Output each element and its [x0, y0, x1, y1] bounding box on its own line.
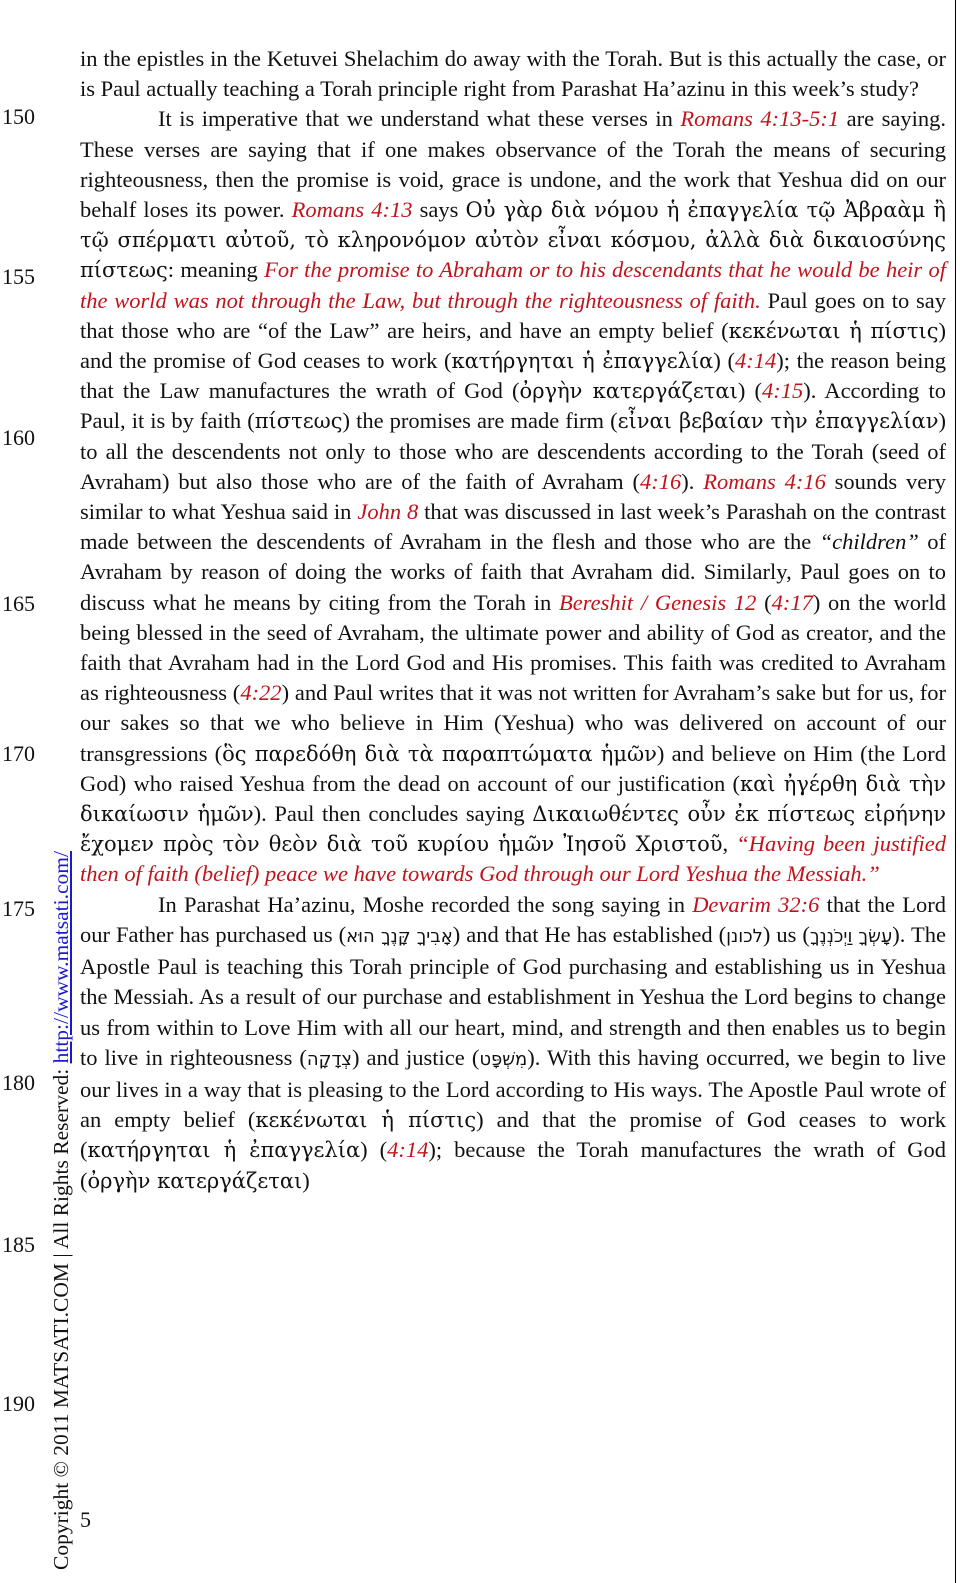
text-run: ) and that the promise of God ceases to work (: [80, 1107, 947, 1163]
text-run: ) and Paul writes that it was not written for Avraham’s sake but for us, for our sakes so that we who believe in Him (Yeshua) who was delivered on account of our transgressions (: [80, 680, 946, 766]
scripture-reference: Devarim 32:6: [692, 891, 820, 917]
text-run: Paul goes on to say that those who are “of the Law” are heirs, and have an empty belief (: [80, 287, 946, 343]
page-border-right: [955, 0, 956, 1583]
line-number: 155: [2, 264, 35, 289]
paragraph-3: [80, 890, 946, 1196]
paragraph-1: [80, 44, 946, 104]
scripture-reference: 4:22: [240, 680, 282, 706]
line-number: 185: [2, 1232, 35, 1257]
scripture-reference: Romans 4:16: [703, 468, 826, 494]
text-run: ) and the promise of God ceases to work (: [80, 317, 946, 374]
text-run: says: [412, 197, 466, 223]
text-run: ) (: [737, 378, 763, 404]
body-text: [80, 44, 946, 1196]
copyright-link[interactable]: http://www.matsati.com/: [49, 851, 73, 1064]
copyright-text: Copyright © 2011 MATSATI.COM | All Rights Reserved:: [49, 1063, 73, 1570]
scripture-reference: 4:17: [771, 589, 813, 615]
greek-text: κατήργηται ἡ ἐπαγγελία: [87, 1138, 361, 1163]
line-number: 190: [2, 1391, 35, 1416]
text-run: that was discussed in last week’s Parashah on the contrast made between the descendents of Avraham in the flesh and those who are the: [80, 499, 946, 555]
scripture-quote: For the promise to Abraham or to his descendants that he would be heir of the world was not through the Law, but through the righteousness of faith.: [80, 257, 946, 313]
text-run: ) (: [713, 348, 735, 374]
text-run: : meaning: [167, 257, 265, 283]
page-number: 5: [80, 1507, 91, 1532]
greek-text: κεκένωται ἡ πίστις: [728, 318, 939, 343]
scripture-quote: “Having been justified then of faith (belief) peace we have towards God through our Lord Yeshua the Messiah.”: [80, 831, 946, 887]
text-run: ) (: [360, 1137, 388, 1163]
greek-text: ὀργὴν κατεργάζεται: [87, 1168, 303, 1193]
scripture-reference: 4:14: [734, 348, 777, 374]
scripture-reference: 4:15: [762, 378, 804, 404]
hebrew-text: עָשְׂךָ וַיְכֹנְנֶךָ: [809, 925, 893, 947]
hebrew-text: אָבִיךָ קָּנֶךָ הוּא: [346, 925, 453, 947]
scripture-reference: 4:14: [387, 1137, 429, 1163]
scripture-reference: Romans 4:13-5:1: [680, 106, 840, 132]
text-run: ); the reason being that the Law manufactures the wrath of God (: [80, 348, 946, 404]
scripture-reference: Romans 4:13: [291, 197, 413, 223]
scripture-reference: Bereshit / Genesis 12: [559, 589, 757, 615]
paragraph-2: [80, 104, 946, 889]
text-run: ) on the world being blessed in the seed of Avraham, the ultimate power and ability of God as creator, and the faith that Avraham had in the Lord God and His promises. This faith was credited to Avraham as righteousness (: [80, 589, 946, 706]
greek-text: πίστεως: [254, 409, 343, 434]
text-run: ).: [681, 468, 704, 494]
line-number: 150: [2, 104, 35, 129]
text-run: ). Paul then concludes saying: [253, 801, 533, 827]
greek-text: εἶναι βεβαίαν τὴν ἐπαγγελίαν: [617, 409, 939, 434]
text-run: that the Lord our Father has purchased us (: [80, 891, 946, 947]
hebrew-text: צְדָקָה: [306, 1048, 352, 1070]
scripture-reference: 4:16: [640, 468, 682, 494]
greek-text: Δικαιωθέντες οὖν ἐκ πίστεως εἰρήνην ἔχομεν πρὸς τὸν θεὸν διὰ τοῦ κυρίου ἡμῶν Ἰησοῦ Χριστοῦ: [80, 802, 946, 857]
scripture-reference: John 8: [357, 499, 419, 525]
text-run: ) the promises are made firm (: [342, 408, 618, 434]
line-number: 170: [2, 741, 35, 766]
greek-text: καὶ ἠγέρθη διὰ τὴν δικαίωσιν ἡμῶν: [80, 771, 946, 827]
hebrew-text: לכונן: [726, 925, 763, 947]
text-run: In Parashat Ha’azinu, Moshe recorded the song saying in: [158, 891, 693, 917]
text-run: (: [756, 589, 772, 615]
text-run: ) and justice (: [351, 1044, 480, 1070]
text-run: ); because the Torah manufactures the wrath of God (: [80, 1137, 946, 1193]
text-run: are saying. These verses are saying that if one makes observance of the Torah the means of securing righteousness, then the promise is void, grace is undone, and the work that Yeshua did on our behalf loses its power.: [80, 106, 946, 223]
text-run: of Avraham by reason of doing the works of faith that Avraham did. Similarly, Paul goes on to discuss what he means by citing from the Torah in: [80, 529, 947, 615]
greek-text: ὃς παρεδόθη διὰ τὰ παραπτώματα ἡμῶν: [222, 741, 657, 766]
copyright-notice: [46, 710, 76, 1570]
greek-text: κεκένωται ἡ πίστις: [255, 1108, 477, 1133]
text-run: ). According to Paul, it is by faith (: [80, 378, 946, 434]
text-run: ) us (: [762, 921, 810, 947]
line-number: 180: [2, 1070, 35, 1095]
text-run: ) and believe on Him (the Lord God) who raised Yeshua from the dead on account of our justification (: [80, 740, 946, 796]
greek-text: κατήργηται ἡ ἐπαγγελία: [451, 349, 714, 374]
line-number: 160: [2, 425, 35, 450]
line-number: 175: [2, 896, 35, 921]
greek-text: ὀργὴν κατεργάζεται: [519, 379, 738, 404]
hebrew-text: מִשְׁפָּט: [479, 1048, 528, 1070]
text-run: ) to all the descendents not only to those who are descendents according to the Torah (seed of Avraham) but also those who are of the faith of Avraham (: [80, 408, 946, 494]
text-run: ,: [722, 831, 737, 857]
text-run: in the epistles in the Ketuvei Shelachim do away with the Torah. But is this actually the case, or is Paul actually teaching a Torah principle right from Parashat Ha’azinu in this week’s study?: [80, 46, 946, 102]
greek-text: Οὐ γὰρ διὰ νόμου ἡ ἐπαγγελία τῷ Ἀβραὰμ ἢ τῷ σπέρματι αὐτοῦ, τὸ κληρονόμον αὐτὸν εἶναι κόσμου, ἀλλὰ διὰ δικαιοσύνης πίστεως: [80, 198, 947, 283]
text-run: It is imperative that we understand what these verses in: [158, 106, 681, 132]
text-run: sounds very similar to what Yeshua said in: [80, 468, 947, 525]
text-run: ). With this having occurred, we begin to live our lives in a way that is pleasing to the Lord according to His ways. The Apostle Paul wrote of an empty belief (: [80, 1044, 946, 1133]
line-numbers: [2, 0, 42, 1583]
text-run: ) and that He has established (: [452, 921, 727, 947]
line-number: 165: [2, 591, 35, 616]
text-run: ): [302, 1167, 310, 1193]
text-run: ). The Apostle Paul is teaching this Torah principle of God purchasing and establishing us in Yeshua the Messiah. As a result of our purchase and establishment in Yeshua the Lord begins to change us from within to Love Him with all our heart, mind, and strength and then enables us to begin to live in righteousness (: [80, 921, 946, 1070]
italic-text: “children”: [819, 529, 919, 555]
